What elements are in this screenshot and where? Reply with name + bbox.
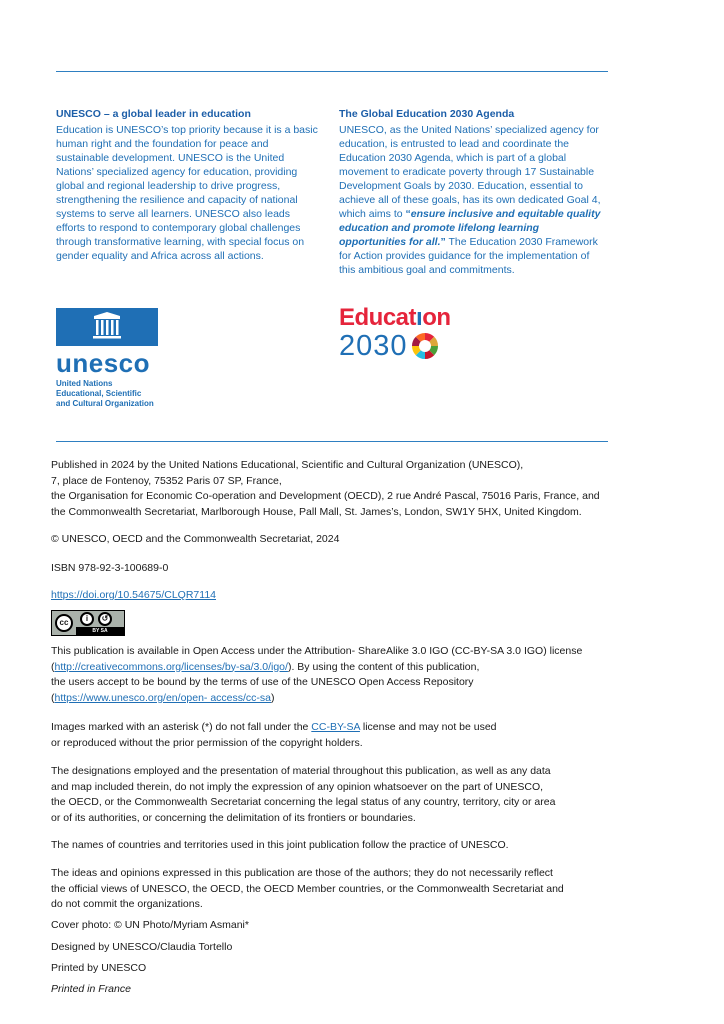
attribution-icon: i xyxy=(80,612,94,626)
publication-line: the Organisation for Economic Co-operation and Development (OECD), 2 rue André Pascal, 75016 Paris, France, and xyxy=(51,490,600,502)
unesco-leader-body: Education is UNESCO’s top priority because it is a basic human right and the foundation for peace and sustainable development. UNESCO is the United Nations’ specialized agency for education, providing global and regional leadership to drive progress, strengthening the resilience and capacity of national systems to serve all learners. UNESCO also leads efforts to respond to contemporary global challenges through transformative learning, with special focus on gender equality and Africa across all actions. xyxy=(56,124,318,262)
middle-divider xyxy=(56,441,608,442)
names-note: The names of countries and territories used in this joint publication follow the practice of UNESCO. xyxy=(51,839,509,851)
cc-by-sa-badge[interactable] xyxy=(51,610,125,636)
education-agenda-column xyxy=(339,107,607,277)
cc-by-sa-link[interactable]: CC-BY-SA xyxy=(311,721,360,733)
images-note: Images marked with an asterisk (*) do not fall under the CC-BY-SA license and may not be used or reproduced without the prior permission of the copyright holders. xyxy=(51,721,497,749)
sdg-wheel-icon xyxy=(410,331,440,361)
share-alike-icon: ↺ xyxy=(98,612,112,626)
education-agenda-heading: The Global Education 2030 Agenda xyxy=(339,108,515,120)
doi-link[interactable]: https://doi.org/10.54675/CLQR7114 xyxy=(51,589,217,601)
publication-info xyxy=(51,458,651,520)
unesco-wordmark: unesco xyxy=(56,348,151,378)
publication-line: the Commonwealth Secretariat, Marlborough House, Pall Mall, St. James’s, London, SW1Y 5HX, United Kingdom. xyxy=(51,505,582,518)
cover-photo-credit: Cover photo: © UN Photo/Myriam Asmani* xyxy=(51,919,249,931)
education-agenda-body: UNESCO, as the United Nations’ specialized agency for education, is entrusted to lead and coordinate the Education 2030 Agenda, which is part of a global movement to eradicate poverty through 17 Sustainable Development Goals by 2030. Education, essential to achieve all of these goals, has its own dedicated Goal 4, which aims to “ensure inclusive and equitable quality education and promote lifelong learning opportunities for all.” The Education 2030 Framework for Action provides guidance for the implementation of this ambitious goal and commitments. xyxy=(339,124,601,276)
top-divider xyxy=(56,71,608,72)
printer-credit: Printed by UNESCO xyxy=(51,962,147,974)
education-2030-logo xyxy=(339,305,469,361)
unesco-logo xyxy=(56,308,160,409)
license-text: This publication is available in Open Access under the Attribution- ShareAlike 3.0 IGO (CC-BY-SA 3.0 IGO) license (http://creativecommons.org/licenses/by-sa/3.0/igo/). By using the content of this publication, the users accept to be bound by the terms of use of the UNESCO Open Access Repository (https://www.unesco.org/en/open- access/cc-sa) xyxy=(51,645,583,704)
publication-line: 7, place de Fontenoy, 75352 Paris 07 SP, France, xyxy=(51,474,282,487)
opinions-disclaimer: The ideas and opinions expressed in this publication are those of the authors; they do not necessarily reflect the official views of UNESCO, the OECD, the OECD Member countries, or the Commonwealth Secretariat and do not commit the organizations. xyxy=(51,867,564,910)
isbn: ISBN 978-92-3-100689-0 xyxy=(51,562,169,574)
unesco-leader-heading: UNESCO – a global leader in education xyxy=(56,108,251,120)
printed-in: Printed in France xyxy=(51,983,131,995)
publication-line: Published in 2024 by the United Nations Educational, Scientific and Cultural Organization (UNESCO), xyxy=(51,459,524,471)
cc-badge-label: BY SA xyxy=(76,627,124,635)
designer-credit: Designed by UNESCO/Claudia Tortello xyxy=(51,941,233,953)
doi-line xyxy=(51,588,651,604)
copyright: © UNESCO, OECD and the Commonwealth Secretariat, 2024 xyxy=(51,533,340,545)
cc-icon: cc xyxy=(55,614,73,632)
unesco-subtitle: United Nations Educational, Scientific and Cultural Organization xyxy=(56,379,154,408)
temple-icon xyxy=(56,308,158,346)
open-access-repository-link[interactable]: https://www.unesco.org/en/open- access/cc-sa xyxy=(54,691,272,704)
education-year: 2030 xyxy=(339,330,408,362)
education-wordmark: Educatıon xyxy=(339,304,451,331)
cc-license-link[interactable]: http://creativecommons.org/licenses/by-sa/3.0/igo/ xyxy=(54,660,288,673)
unesco-leader-column xyxy=(56,107,318,263)
goal-4-quote: ensure inclusive and equitable quality education and promote lifelong learning opportunities for all. xyxy=(339,208,601,248)
designations-disclaimer: The designations employed and the presentation of material throughout this publication, as well as any data and map included therein, do not imply the expression of any opinion whatsoever on the part of UNESCO, the OECD, or the Commonwealth Secretariat concerning the legal status of any country, territory, city or area or of its authorities, or concerning the delimitation of its frontiers or boundaries. xyxy=(51,765,556,824)
unesco-temple-emblem xyxy=(56,308,158,346)
